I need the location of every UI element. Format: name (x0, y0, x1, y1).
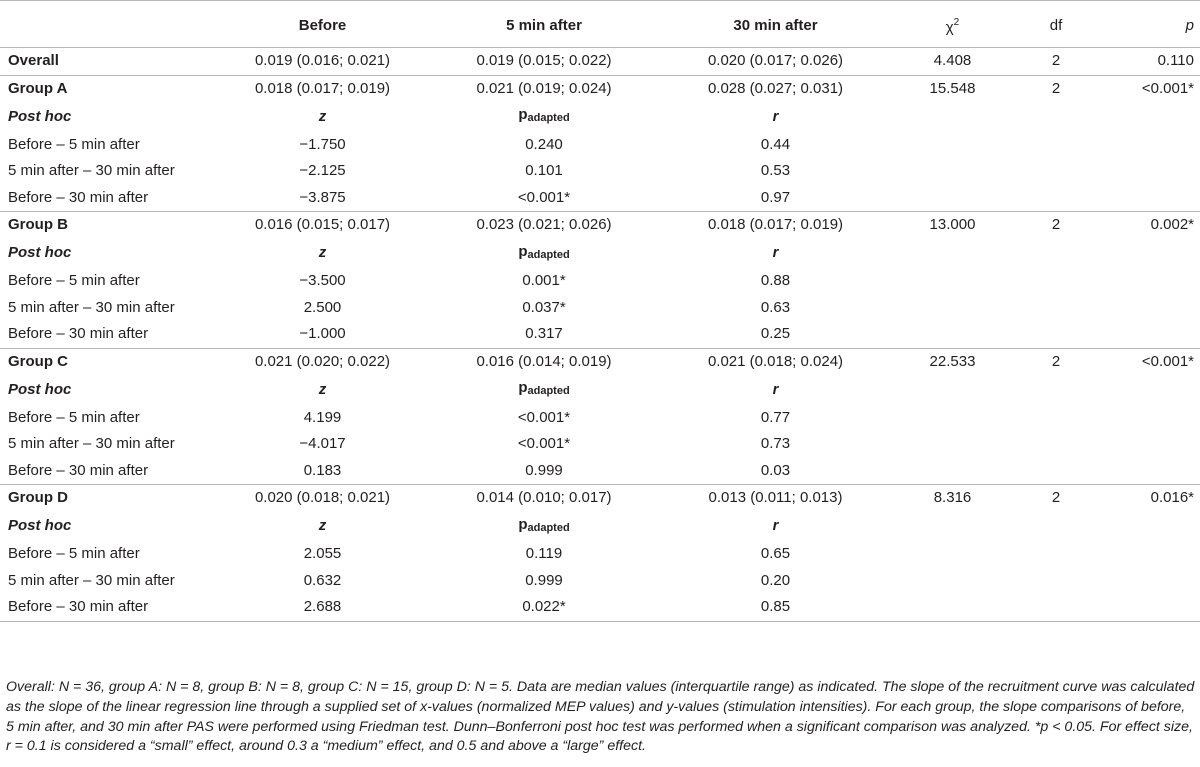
posthoc-z-label: z (318, 380, 327, 398)
overall-row (0, 48, 1200, 76)
comparison-z: −1.000 (299, 325, 346, 342)
empty-cell (1102, 568, 1200, 595)
comparison-r: 0.25 (760, 325, 791, 342)
group-df: 2 (1010, 485, 1102, 512)
header-5-min-after: 5 min after (432, 1, 656, 48)
empty-cell (1102, 239, 1200, 269)
comparison-r: 0.77 (760, 408, 791, 426)
comparison-label: 5 min after – 30 min after (8, 162, 175, 179)
comparison-p-adapted: 0.119 (525, 545, 563, 562)
p-adapted-base: p (518, 242, 528, 260)
empty-cell (1102, 431, 1200, 458)
comparison-p-adapted: 0.101 (525, 162, 563, 179)
comparison-row (0, 431, 1200, 458)
empty-cell (1102, 268, 1200, 295)
posthoc-header-row (0, 239, 1200, 269)
group-row (0, 348, 1200, 375)
posthoc-r-label: r (772, 107, 779, 125)
empty-cell (1010, 568, 1102, 595)
p-adapted-subscript: adapted (527, 385, 570, 397)
comparison-r: 0.20 (760, 571, 791, 589)
table-header (0, 1, 1200, 48)
group-p: 0.016* (1102, 485, 1200, 512)
comparison-p-adapted: 0.240 (525, 135, 563, 153)
group-row (0, 75, 1200, 102)
empty-cell (1010, 158, 1102, 185)
chi-symbol: χ (945, 19, 954, 36)
empty-cell (1010, 512, 1102, 542)
posthoc-r-label: r (772, 380, 779, 398)
empty-cell (1102, 158, 1200, 185)
group-before: 0.020 (0.018; 0.021) (213, 485, 432, 512)
comparison-row (0, 268, 1200, 295)
comparison-label: Before – 30 min after (0, 594, 213, 621)
group-5-min: 0.021 (0.019; 0.024) (432, 75, 656, 102)
group-label: Group D (0, 485, 213, 512)
header-30-min-after: 30 min after (656, 1, 895, 48)
p-adapted-base: p (518, 379, 528, 396)
group-chi2: 13.000 (895, 212, 1010, 239)
group-30-min: 0.028 (0.027; 0.031) (656, 75, 895, 102)
empty-cell (895, 132, 1010, 159)
overall-30-min: 0.020 (0.017; 0.026) (707, 52, 844, 69)
comparison-p-adapted: 0.999 (525, 571, 563, 589)
comparison-z: 0.632 (303, 571, 342, 589)
group-row (0, 485, 1200, 512)
group-label: Group A (0, 75, 213, 102)
comparison-p-adapted: 0.317 (525, 325, 563, 342)
overall-df: 2 (1051, 52, 1061, 69)
group-30-min: 0.018 (0.017; 0.019) (656, 212, 895, 239)
comparison-row (0, 132, 1200, 159)
empty-cell (1010, 458, 1102, 485)
comparison-row (0, 568, 1200, 595)
comparison-label: Before – 30 min after (8, 188, 149, 206)
comparison-z: −4.017 (299, 435, 346, 452)
empty-cell (1010, 375, 1102, 405)
empty-cell (895, 405, 1010, 432)
comparison-p-adapted: <0.001* (517, 408, 571, 426)
p-adapted-base: p (518, 515, 528, 533)
group-p: <0.001* (1102, 75, 1200, 102)
comparison-row (0, 295, 1200, 322)
comparison-p-adapted: <0.001* (517, 435, 571, 452)
comparison-r: 0.65 (760, 545, 791, 562)
empty-cell (895, 594, 1010, 621)
empty-cell (895, 431, 1010, 458)
comparison-label: Before – 5 min after (8, 408, 140, 426)
empty-cell (1102, 541, 1200, 568)
empty-cell (1102, 375, 1200, 405)
group-chi2: 15.548 (895, 75, 1010, 102)
posthoc-p-adapted-label (432, 512, 656, 542)
posthoc-r-label: r (772, 517, 779, 534)
empty-cell (1102, 321, 1200, 348)
header-row (0, 1, 1200, 48)
comparison-label: 5 min after – 30 min after (8, 435, 175, 452)
comparison-r: 0.97 (760, 188, 791, 206)
group-before: 0.016 (0.015; 0.017) (213, 212, 432, 239)
empty-cell (895, 185, 1010, 212)
overall-5-min: 0.019 (0.015; 0.022) (476, 52, 612, 69)
comparison-p-adapted: 0.037* (522, 298, 566, 316)
empty-cell (1102, 458, 1200, 485)
comparison-z: −3.500 (299, 272, 346, 289)
empty-cell (1010, 321, 1102, 348)
empty-cell (895, 102, 1010, 132)
table-body (0, 48, 1200, 622)
posthoc-p-adapted-label (432, 375, 656, 405)
comparison-z: −2.125 (299, 162, 346, 179)
comparison-z: −1.750 (299, 135, 346, 153)
posthoc-z-label: z (318, 517, 327, 534)
comparison-row (0, 458, 1200, 485)
posthoc-header-row (0, 375, 1200, 405)
posthoc-header-row (0, 512, 1200, 542)
comparison-label: 5 min after – 30 min after (8, 571, 175, 589)
comparison-p-adapted: 0.999 (525, 461, 563, 479)
comparison-row (0, 158, 1200, 185)
chi-superscript: 2 (953, 17, 960, 28)
empty-cell (1102, 594, 1200, 621)
group-5-min: 0.016 (0.014; 0.019) (432, 348, 656, 375)
header-df: df (1010, 1, 1102, 48)
table-footnote: Overall: N = 36, group A: N = 8, group B: N = 8, group C: N = 15, group D: N = 5. Data are median values (interquartile range) as indicated. The slope of the recruitment curve was calculated as the slope of the linear regression line through a supplied set of x-values (normalized MEP values) and y-values (stimulation intensities). For each group, the slope comparisons of before, 5 min after, and 30 min after PAS were performed using Friedman test. Dunn–Bonferroni post hoc test was performed when a significant comparison was analyzed. *p < 0.05. For effect size, r = 0.1 is considered a “small” effect, around 0.3 a “medium” effect, and 0.5 and above a “large” effect. (6, 679, 1195, 755)
comparison-row (0, 541, 1200, 568)
comparison-z: 0.183 (303, 461, 342, 479)
overall-label: Overall (8, 52, 59, 69)
p-adapted-subscript: adapted (527, 112, 570, 124)
group-before: 0.021 (0.020; 0.022) (213, 348, 432, 375)
header-chi-square (895, 1, 1010, 48)
comparison-r: 0.63 (760, 298, 791, 316)
posthoc-p-adapted-label (432, 102, 656, 132)
comparison-z: 2.500 (303, 298, 342, 316)
empty-cell (1010, 405, 1102, 432)
comparison-r: 0.53 (760, 162, 791, 179)
group-df: 2 (1010, 212, 1102, 239)
group-5-min: 0.023 (0.021; 0.026) (432, 212, 656, 239)
group-df: 2 (1010, 348, 1102, 375)
comparison-row (0, 185, 1200, 212)
comparison-z: −3.875 (299, 188, 346, 206)
empty-cell (1102, 132, 1200, 159)
p-adapted-subscript: adapted (527, 521, 570, 534)
posthoc-label: Post hoc (8, 107, 72, 125)
posthoc-z-label: z (318, 107, 327, 125)
group-chi2: 8.316 (895, 485, 1010, 512)
empty-cell (1102, 512, 1200, 542)
overall-chi2: 4.408 (933, 52, 972, 69)
p-adapted-base: p (518, 106, 528, 123)
comparison-z: 2.055 (303, 545, 342, 562)
group-5-min: 0.014 (0.010; 0.017) (432, 485, 656, 512)
empty-cell (895, 295, 1010, 322)
empty-cell (895, 512, 1010, 542)
empty-cell (895, 458, 1010, 485)
comparison-p-adapted: <0.001* (517, 188, 571, 206)
group-chi2: 22.533 (895, 348, 1010, 375)
comparison-label: Before – 5 min after (8, 135, 140, 153)
group-30-min: 0.021 (0.018; 0.024) (656, 348, 895, 375)
empty-cell (1010, 268, 1102, 295)
posthoc-label: Post hoc (8, 517, 72, 534)
group-label: Group B (0, 212, 213, 239)
comparison-r: 0.88 (760, 272, 791, 289)
comparison-row (0, 405, 1200, 432)
comparison-row (0, 594, 1200, 621)
overall-p: 0.110 (1157, 52, 1194, 69)
comparison-label: Before – 30 min after (8, 325, 149, 342)
empty-cell (895, 268, 1010, 295)
empty-cell (895, 321, 1010, 348)
header-before: Before (213, 1, 432, 48)
comparison-label: Before – 5 min after (8, 545, 140, 562)
empty-cell (895, 375, 1010, 405)
comparison-label: Before – 5 min after (8, 272, 140, 289)
empty-cell (1010, 102, 1102, 132)
group-before: 0.018 (0.017; 0.019) (213, 75, 432, 102)
empty-cell (1010, 594, 1102, 621)
posthoc-label: Post hoc (8, 244, 72, 261)
group-row (0, 212, 1200, 239)
posthoc-p-adapted-label (432, 239, 656, 269)
empty-cell (1102, 102, 1200, 132)
group-label: Group C (0, 348, 213, 375)
empty-cell (895, 239, 1010, 269)
group-p: 0.002* (1102, 212, 1200, 239)
overall-before: 0.019 (0.016; 0.021) (254, 52, 391, 69)
empty-cell (1010, 431, 1102, 458)
comparison-r: 0.03 (760, 461, 791, 479)
header-empty-cell (0, 1, 213, 48)
empty-cell (1102, 295, 1200, 322)
empty-cell (895, 158, 1010, 185)
empty-cell (1010, 239, 1102, 269)
empty-cell (1010, 132, 1102, 159)
comparison-row (0, 321, 1200, 348)
comparison-r: 0.73 (760, 435, 791, 452)
comparison-r: 0.85 (656, 594, 895, 621)
empty-cell (895, 541, 1010, 568)
posthoc-header-row (0, 102, 1200, 132)
group-30-min: 0.013 (0.011; 0.013) (656, 485, 895, 512)
comparison-r: 0.44 (760, 135, 791, 153)
group-df: 2 (1010, 75, 1102, 102)
comparison-z: 4.199 (303, 408, 342, 426)
empty-cell (1010, 185, 1102, 212)
posthoc-r-label: r (772, 244, 779, 261)
header-p: p (1102, 1, 1200, 48)
group-p: <0.001* (1102, 348, 1200, 375)
empty-cell (1102, 185, 1200, 212)
comparison-z: 2.688 (213, 594, 432, 621)
posthoc-z-label: z (318, 244, 327, 261)
posthoc-label: Post hoc (8, 380, 72, 398)
comparison-label: 5 min after – 30 min after (8, 298, 175, 316)
comparison-label: Before – 30 min after (8, 461, 149, 479)
empty-cell (1010, 541, 1102, 568)
empty-cell (895, 568, 1010, 595)
comparison-p-adapted: 0.022* (432, 594, 656, 621)
comparison-p-adapted: 0.001* (522, 272, 566, 289)
empty-cell (1102, 405, 1200, 432)
empty-cell (1010, 295, 1102, 322)
p-adapted-subscript: adapted (527, 248, 570, 261)
